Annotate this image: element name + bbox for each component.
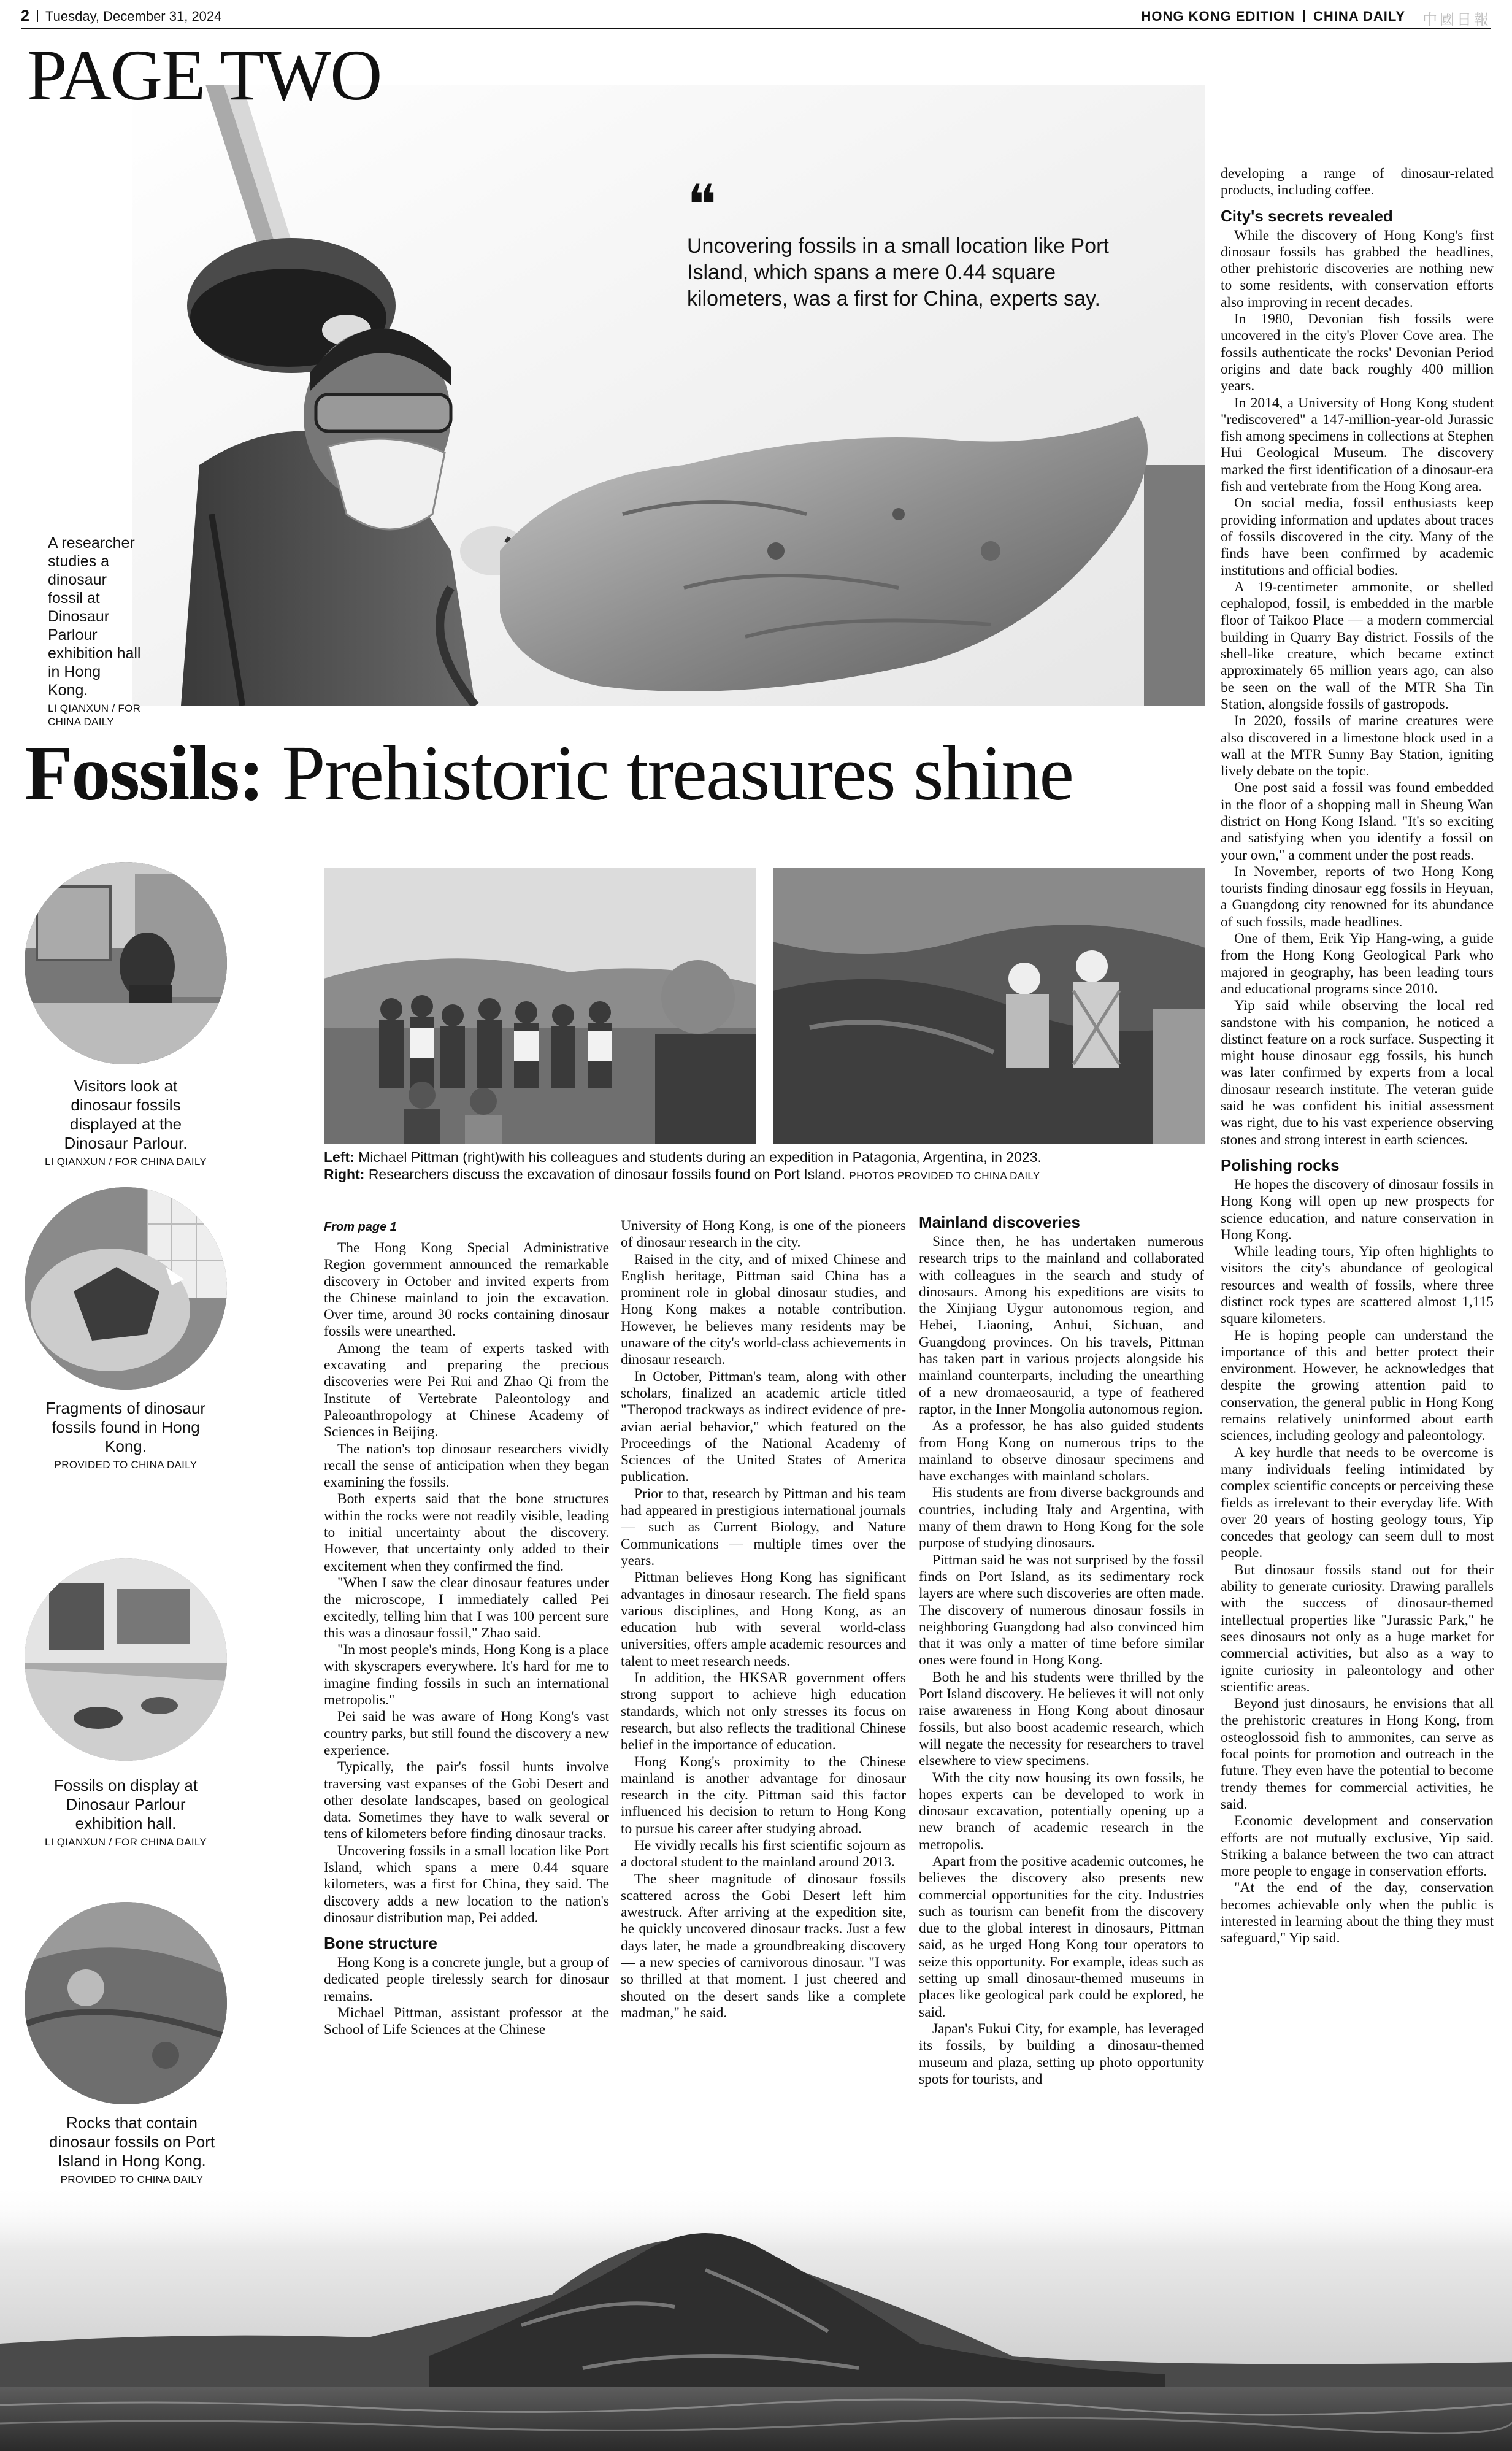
headline <box>25 727 1073 819</box>
header-divider-2 <box>1303 10 1305 22</box>
body-paragraph: In November, reports of two Hong Kong tourists finding dinosaur egg fossils in Heyuan, a Guangdong city renowned for its abundance of such fossils, made headlines. <box>1221 863 1494 930</box>
article-column-1 <box>324 1218 609 2092</box>
expedition-caption <box>324 1149 1205 1185</box>
body-paragraph: One post said a fossil was found embedded in the floor of a shopping mall in Sheung Wan district on Hong Kong Island. "It's so exciting and satisfying when you identify a fossil on your own," a comment under the post reads. <box>1221 780 1494 863</box>
body-paragraph: In addition, the HKSAR government offers strong support to achieve high education standards, which not only stresses its focus on research, but also reflects the traditional Chinese belief in the importance of education. <box>621 1670 906 1753</box>
display-caption-text: Fossils on display at Dinosaur Parlour exhibition hall. <box>53 1776 198 1833</box>
section-title: PAGE TWO <box>27 35 382 115</box>
body-paragraph: While leading tours, Yip often highlights to visitors the city's abundance of geological resources and wealth of fossils, where three distinct rock types are scattered almost 1,115 square kilometers. <box>1221 1244 1494 1327</box>
body-paragraph: In 2020, fossils of marine creatures were also discovered in a limestone block used in a wall at the MTR Sunny Bay Station, igniting lively debate on the topic. <box>1221 713 1494 780</box>
article-column-3 <box>919 1212 1204 2120</box>
body-paragraph: Economic development and conservation efforts are not mutually exclusive, Yip said. Striking a balance between the two can attract more people to engage in conservation efforts. <box>1221 1813 1494 1880</box>
body-paragraph: Since then, he has undertaken numerous research trips to the mainland and collaborated with colleagues in the search and study of dinosaurs. Among his expeditions are visits to the Xinjiang Uygur autonomous region, and Hebei, Liaoning, Anhui, Sichuan, and Guangdong provinces. On his travels, Pittman has taken part in various projects alongside his mainland counterparts, including the unearthing of a new dromaeosaurid, a type of feathered raptor, in the Inner Mongolia autonomous region. <box>919 1234 1204 1417</box>
rocks-caption-credit: PROVIDED TO CHINA DAILY <box>60 2174 204 2185</box>
body-paragraph: He hopes the discovery of dinosaur fossils in Hong Kong will open up new prospects for science education, and nature conservation in Hong Kong. <box>1221 1176 1494 1243</box>
display-photo <box>25 1558 227 1761</box>
subhead-city-secrets: City's secrets revealed <box>1221 206 1393 225</box>
body-paragraph: His students are from diverse backgrounds and countries, including Italy and Argentina, with many of them drawn to Hong Kong for the sole purpose of studying dinosaurs. <box>919 1485 1204 1552</box>
paper-chinese-logo: 中國日報 <box>1422 12 1491 28</box>
body-paragraph: Apart from the positive academic outcomes, he believes the discovery also presents new commercial opportunities for the city. Industries such as tourism can benefit from the discovery due to the global interest in dinosaurs, Pittman said, as he urged Hong Kong tour operators to seize this opportunity. For example, ideas such as setting up small dinosaur-themed museums in places like geological park could be explored, he said. <box>919 1853 1204 2020</box>
display-caption <box>43 1776 209 1849</box>
pull-quote <box>687 173 1159 312</box>
fragments-photo <box>25 1187 227 1390</box>
subhead-bone-structure: Bone structure <box>324 1934 437 1953</box>
fragments-caption-text: Fragments of dinosaur fossils found in Hong Kong. <box>45 1399 206 1455</box>
body-paragraph: In 2014, a University of Hong Kong student "rediscovered" a 147-million-year-old Jurassic fish among specimens in collections at Stephen Hui Geological Museum. The discovery marked the first identification of a dinosaur-era fish and vertebrate from the Hong Kong area. <box>1221 394 1494 495</box>
rocks-caption <box>43 2114 221 2187</box>
headline-light: Prehistoric treasures shine <box>263 729 1073 817</box>
fragments-caption-credit: PROVIDED TO CHINA DAILY <box>54 1459 198 1471</box>
port-island-excavation-photo <box>773 868 1205 1144</box>
hero-researcher-photo <box>132 85 1205 706</box>
rocks-caption-text: Rocks that contain dinosaur fossils on Port Island in Hong Kong. <box>48 2114 215 2170</box>
body-paragraph: Both he and his students were thrilled by the Port Island discovery. He believes it will not only raise awareness in Hong Kong about dinosaur fossils, but also boost academic research, which will negate the necessity for researchers to travel elsewhere to view specimens. <box>919 1669 1204 1769</box>
port-island-rock-photo <box>25 1902 227 2104</box>
headline-bold: Fossils: <box>25 729 264 817</box>
body-paragraph: developing a range of dinosaur-related products, including coffee. <box>1221 166 1494 199</box>
visitors-caption-text: Visitors look at dinosaur fossils displayed at the Dinosaur Parlour. <box>64 1077 188 1152</box>
body-paragraph: Among the team of experts tasked with excavating and preparing the precious discoveries were Pei Rui and Zhao Qi from the Institute of Vertebrate Paleontology and Paleoanthropology at Chinese Academy of Sciences in Beijing. <box>324 1340 609 1441</box>
body-paragraph: The sheer magnitude of dinosaur fossils scattered across the Gobi Desert left him awestruck. After arriving at the expedition site, he quickly uncovered dinosaur tracks. Just a few days later, he made a groundbreaking discovery — a new species of carnivorous dinosaur. "I was so thrilled at that moment. I just cheered and shouted on the desert sands like a complete madman," he said. <box>621 1871 906 2021</box>
visitors-caption <box>43 1077 209 1169</box>
body-paragraph: Hong Kong is a concrete jungle, but a group of dedicated people tirelessly search for dinosaur remains. <box>324 1955 609 2004</box>
body-paragraph: Michael Pittman, assistant professor at the School of Life Sciences at the Chinese <box>324 2005 609 2038</box>
body-paragraph: Raised in the city, and of mixed Chinese and English heritage, Pittman said China has a prominent role in global dinosaur studies, and Hong Kong makes a notable contribution. However, he believes many residents may be unaware of the city's world-class achievements in dinosaur research. <box>621 1251 906 1368</box>
subhead-mainland-discoveries: Mainland discoveries <box>919 1213 1080 1231</box>
researcher-caption <box>48 534 143 729</box>
body-paragraph: He is hoping people can understand the importance of this and better protect their environment. However, he acknowledges that despite the growing attention paid to conservation, the general public in Hong Kong remains relatively uninformed about earth sciences, including geology and paleontology. <box>1221 1327 1494 1444</box>
expedition-left-text: Michael Pittman (right)with his colleagues and students during an expedition in Patagonia, Argentina, in 2023. <box>358 1149 1042 1165</box>
body-paragraph: Uncovering fossils in a small location like Port Island, which spans a mere 0.44 square kilometers, was a first for China, they said. The discovery adds a new location to the nation's dinosaur distribution map, Pei added. <box>324 1842 609 1926</box>
body-paragraph: He vividly recalls his first scientific sojourn as a doctoral student to the mainland around 2013. <box>621 1837 906 1871</box>
body-paragraph: One of them, Erik Yip Hang-wing, a guide from the Hong Kong Geological Park who majored in geography, has been leading tours and educational programs since 2010. <box>1221 931 1494 997</box>
body-paragraph: "When I saw the clear dinosaur features under the microscope, I immediately called Pei excitedly, telling him that I was 100 percent sure this was a dinosaur fossil," Zhao said. <box>324 1574 609 1641</box>
body-paragraph: Beyond just dinosaurs, he envisions that all the prehistoric creatures in Hong Kong, from osteoglossoid fish to ammonites, can serve as focal points for promotion and outreach in the future. They even have the potential to become trendy themes for commercial activities, he said. <box>1221 1696 1494 1812</box>
display-caption-credit: LI QIANXUN / FOR CHINA DAILY <box>44 1836 207 1848</box>
port-island-panorama-photo <box>0 2110 1512 2451</box>
from-page-label: From page 1 <box>324 1220 397 1234</box>
body-paragraph: While the discovery of Hong Kong's first dinosaur fossils has grabbed the headlines, other prehistoric discoveries are nothing new to some residents, with conservation efforts also improving in recent decades. <box>1221 227 1494 310</box>
body-paragraph: On social media, fossil enthusiasts keep providing information and updates about traces of fossils discovered in the city. Many of the finds have been confirmed by academic institutions and official bodies. <box>1221 495 1494 579</box>
visitors-caption-credit: LI QIANXUN / FOR CHINA DAILY <box>44 1156 207 1168</box>
article-column-4 <box>1221 166 1494 2123</box>
visitors-photo <box>25 862 227 1064</box>
quote-mark-icon: ❝ <box>687 173 717 237</box>
body-paragraph: In 1980, Devonian fish fossils were uncovered in the city's Plover Cove area. The fossils authenticate the rocks' Devonian Period origins and date back roughly 400 million years. <box>1221 311 1494 394</box>
page-number: 2 <box>21 7 29 25</box>
page-header <box>21 5 1491 29</box>
fragments-caption <box>43 1399 209 1472</box>
body-paragraph: A 19-centimeter ammonite, or shelled cephalopod, fossil, is embedded in the marble floor of Taikoo Place — a modern commercial building in Quarry Bay district. Fossils of the shell-like creature, which became extinct approximately 65 million years ago, can also be seen on the wall of the MTR Sha Tin Station, alongside fossils of gastropods. <box>1221 579 1494 712</box>
page-date: Tuesday, December 31, 2024 <box>45 9 222 24</box>
expedition-right-text: Researchers discuss the excavation of dinosaur fossils found on Port Island. <box>368 1166 846 1182</box>
body-paragraph: Both experts said that the bone structures within the rocks were not readily visible, leading to initial uncertainty about the discovery. However, that uncertainty only added to their excitement when they confirmed the find. <box>324 1491 609 1574</box>
expedition-left-label: Left: <box>324 1149 355 1165</box>
subhead-polishing-rocks: Polishing rocks <box>1221 1155 1340 1174</box>
researcher-caption-credit: LI QIANXUN / FOR CHINA DAILY <box>48 702 141 728</box>
body-paragraph: "In most people's minds, Hong Kong is a place with skyscrapers everywhere. It's hard for me to imagine finding fossils in such an international metropolis." <box>324 1642 609 1709</box>
body-paragraph: Pittman said he was not surprised by the fossil finds on Port Island, as its sedimentary rock layers are where such discoveries are often made. The discovery of numerous dinosaur fossils in neighboring Guangdong had also convinced him that it was only a matter of time before similar ones were found in Hong Kong. <box>919 1552 1204 1669</box>
body-paragraph: Yip said while observing the local red sandstone with his companion, he noticed a distinct feature on a rock surface. Suspecting it might house dinosaur egg fossils, his hunch was later confirmed by experts from a local dinosaur research institute. The veteran guide said he was confident his initial assessment was right, due to his vast experience observing stones and strong interest in earth sciences. <box>1221 998 1494 1148</box>
body-paragraph: Typically, the pair's fossil hunts involve traversing vast expanses of the Gobi Desert and other desolate landscapes, based on geological data. Sometimes they have to walk several or tens of kilometers before finding dinosaur tracks. <box>324 1759 609 1842</box>
body-paragraph: Pittman believes Hong Kong has significant advantages in dinosaur research. The field spans various disciplines, and Hong Kong, as an education hub with several world-class universities, offers ample academic resources and talent to meet research needs. <box>621 1569 906 1669</box>
expedition-caption-credit: PHOTOS PROVIDED TO CHINA DAILY <box>849 1170 1040 1182</box>
body-paragraph: Japan's Fukui City, for example, has leveraged its fossils, by building a dinosaur-themed museum and plaza, setting up photo opportunity spots for tourists, and <box>919 2020 1204 2087</box>
pull-quote-text: Uncovering fossils in a small location like Port Island, which spans a mere 0.44 square kilometers, was a first for China, experts say. <box>687 234 1109 310</box>
body-paragraph: The Hong Kong Special Administrative Region government announced the remarkable discovery in October and invited experts from the Chinese mainland to join the excavation. Over time, around 30 rocks containing dinosaur fossils were unearthed. <box>324 1240 609 1340</box>
body-paragraph: With the city now housing its own fossils, he hopes experts can be developed to work in dinosaur excavation, potentially opening up a new branch of academic research in the metropolis. <box>919 1769 1204 1853</box>
body-paragraph: In October, Pittman's team, along with other scholars, finalized an academic article titled "Theropod trackways as indirect evidence of pre-avian aerial behavior," which featured on the Proceedings of the National Academy of Sciences of the United States of America publication. <box>621 1368 906 1485</box>
body-paragraph: Hong Kong's proximity to the Chinese mainland is another advantage for dinosaur research in the city. Pittman said this factor influenced his decision to return to Hong Kong to pursue his career after studying abroad. <box>621 1753 906 1837</box>
article-column-2 <box>621 1218 906 2092</box>
body-paragraph: A key hurdle that needs to be overcome is many individuals feeling intimidated by complex scientific concepts or perceiving these fields as irrelevant to their everyday life. With over 20 years of hosting geology tours, Yip concedes that geology can seem dull to most people. <box>1221 1444 1494 1561</box>
patagonia-expedition-photo <box>324 868 756 1144</box>
body-paragraph: As a professor, he has also guided students from Hong Kong on numerous trips to the mainland to observe dinosaur specimens and have exchanges with mainland scholars. <box>919 1418 1204 1485</box>
researcher-caption-text: A researcher studies a dinosaur fossil at Dinosaur Parlour exhibition hall in Hong Kong. <box>48 534 141 699</box>
body-paragraph: Prior to that, research by Pittman and his team had appeared in prestigious international journals — such as Current Biology, and Nature Communications — multiple times over the years. <box>621 1485 906 1569</box>
body-paragraph: Pei said he was aware of Hong Kong's vast country parks, but still found the discovery a new experience. <box>324 1709 609 1758</box>
header-divider <box>37 10 38 22</box>
body-paragraph: The nation's top dinosaur researchers vividly recall the sense of anticipation when they began examining the fossils. <box>324 1441 609 1491</box>
header-rule <box>21 28 1491 29</box>
body-paragraph: But dinosaur fossils stand out for their ability to generate curiosity. Drawing parallels with the success of dinosaur-themed intellectual properties like "Jurassic Park," he sees dinosaurs not only as a huge market for commercial activities, but also as a way to ignite curiosity in paleontology and other scientific areas. <box>1221 1561 1494 1695</box>
edition-label: HONG KONG EDITION <box>1141 9 1295 24</box>
paper-name: CHINA DAILY <box>1313 9 1405 24</box>
expedition-right-label: Right: <box>324 1166 365 1182</box>
body-paragraph: University of Hong Kong, is one of the pioneers of dinosaur research in the city. <box>621 1218 906 1251</box>
body-paragraph: "At the end of the day, conservation becomes achievable only when the public is interested in learning about the thing they must safeguard," Yip said. <box>1221 1880 1494 1947</box>
